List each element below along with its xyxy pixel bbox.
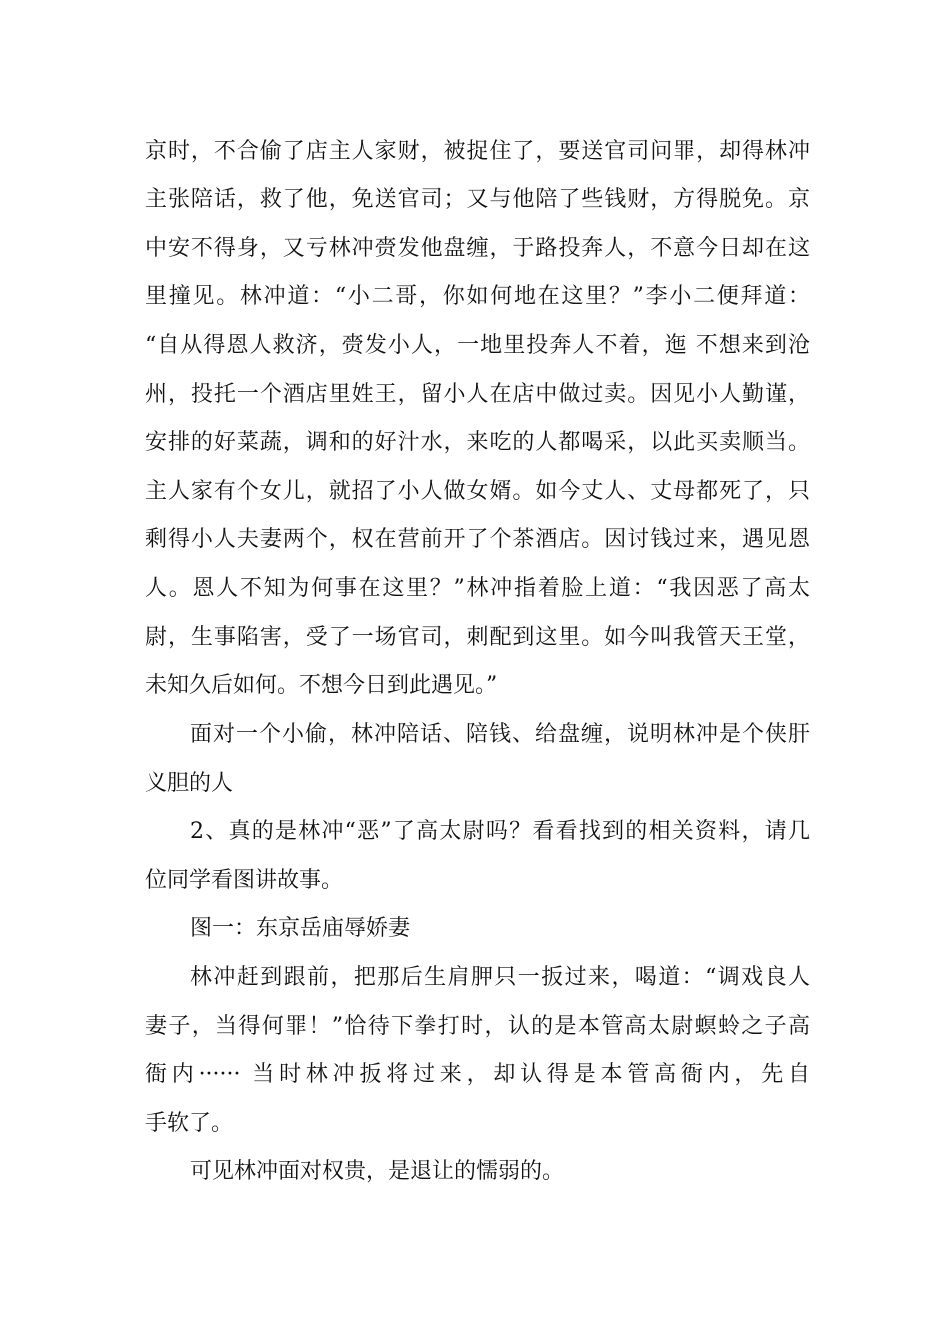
text-line: 林冲赶到跟前，把那后生肩胛只一扳过来，喝道：“调戏良人 xyxy=(190,965,810,990)
text-line: 京时，不合偷了店主人家财，被捉住了，要送官司问罪，却得林冲 xyxy=(145,139,810,164)
text-line: 主张陪话，救了他，免送官司；又与他陪了些钱财，方得脱免。京 xyxy=(145,187,810,212)
text-line: 面对一个小偷，林冲陪话、陪钱、给盘缠，说明林冲是个侠肝 xyxy=(190,722,810,747)
text-line: 可见林冲面对权贵，是退让的懦弱的。 xyxy=(190,1159,565,1184)
text-line: 手软了。 xyxy=(145,1111,234,1136)
text-line: 州，投托一个酒店里姓王，留小人在店中做过卖。因见小人勤谨， xyxy=(145,382,810,407)
text-line: 衙内······ 当时林冲扳将过来，却认得是本管高衙内，先自 xyxy=(145,1062,810,1087)
figure-caption: 图一：东京岳庙辱娇妻 xyxy=(190,916,411,941)
text-line: 安排的好菜蔬，调和的好汁水，来吃的人都喝采，以此买卖顺当。 xyxy=(145,430,810,455)
text-line: 位同学看图讲故事。 xyxy=(145,868,344,893)
text-line: 2、真的是林冲“恶”了高太尉吗？看看找到的相关资料，请几 xyxy=(190,819,810,844)
text-line: 尉，生事陷害，受了一场官司，刺配到这里。如今叫我管天王堂， xyxy=(145,625,810,650)
text-line: “自从得恩人救济，赍发小人，一地里投奔人不着，迤 不想来到沧 xyxy=(145,333,810,358)
text-line: 妻子，当得何罪！”恰待下拳打时，认的是本管高太尉螟蛉之子高 xyxy=(145,1014,810,1039)
text-line: 未知久后如何。不想今日到此遇见。” xyxy=(145,673,498,698)
text-line: 人。恩人不知为何事在这里？”林冲指着脸上道：“我因恶了高太 xyxy=(145,576,810,601)
text-line: 里撞见。林冲道：“小二哥，你如何地在这里？”李小二便拜道： xyxy=(145,284,810,309)
text-line: 剩得小人夫妻两个，权在营前开了个茶酒店。因讨钱过来，遇见恩 xyxy=(145,527,810,552)
text-line: 中安不得身，又亏林冲赍发他盘缠，于路投奔人，不意今日却在这 xyxy=(145,236,810,261)
text-line: 义胆的人 xyxy=(145,771,234,796)
text-line: 主人家有个女儿，就招了小人做女婿。如今丈人、丈母都死了，只 xyxy=(145,479,810,504)
